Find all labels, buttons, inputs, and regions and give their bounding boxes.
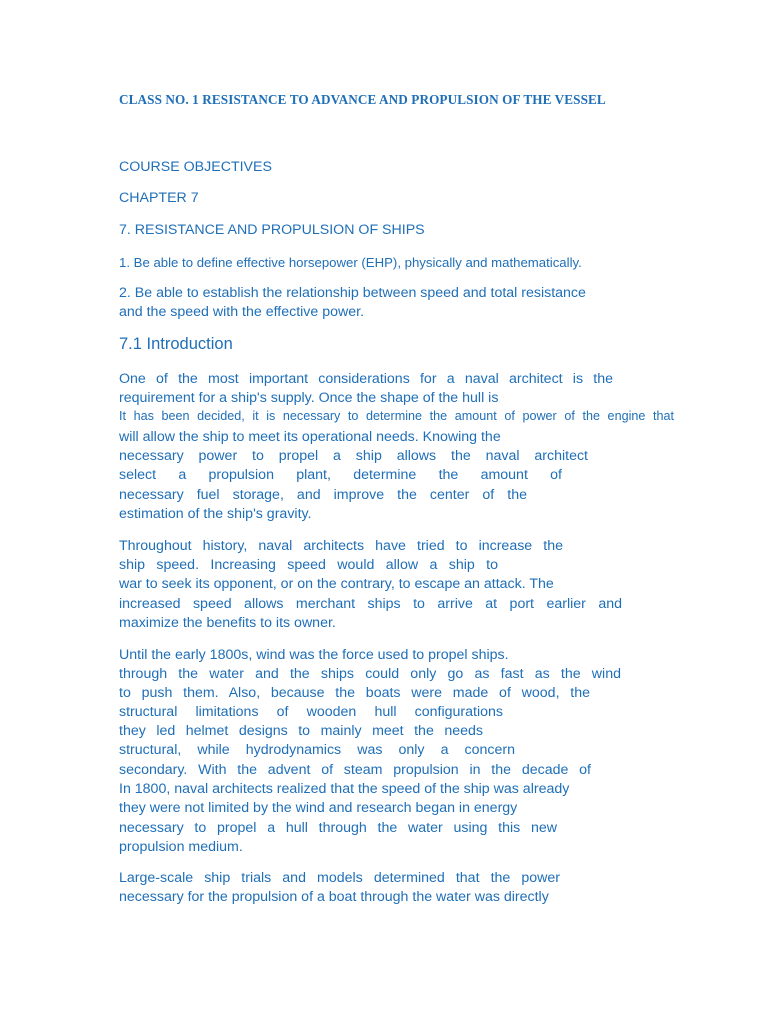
paragraph-2-line: Throughout history, naval architects have tried to increase the [119, 538, 563, 554]
paragraph-3-line: structural, while hydrodynamics was only a concern [119, 742, 515, 758]
paragraph-3-line: through the water and the ships could only go as fast as the wind [119, 666, 621, 682]
objective-1: 1. Be able to define effective horsepower (EHP), physically and mathematically. [119, 255, 582, 270]
chapter-label: CHAPTER 7 [119, 190, 199, 206]
course-objectives-label: COURSE OBJECTIVES [119, 159, 272, 175]
paragraph-4-line: necessary for the propulsion of a boat through the water was directly [119, 889, 549, 905]
paragraph-2-line: ship speed. Increasing speed would allow a ship to [119, 557, 498, 573]
objective-2-line: and the speed with the effective power. [119, 304, 365, 320]
section-heading: 7. RESISTANCE AND PROPULSION OF SHIPS [119, 222, 425, 238]
paragraph-2-line: war to seek its opponent, or on the contrary, to escape an attack. The [119, 576, 554, 592]
document-title: CLASS NO. 1 RESISTANCE TO ADVANCE AND PROPULSION OF THE VESSEL [119, 92, 606, 107]
paragraph-1-line: One of the most important considerations for a naval architect is the [119, 371, 613, 387]
objective-2-line: 2. Be able to establish the relationship between speed and total resistance [119, 285, 586, 301]
paragraph-3-line: structural limitations of wooden hull configurations [119, 704, 503, 720]
paragraph-3-line: to push them. Also, because the boats were made of wood, the [119, 685, 590, 701]
paragraph-3-line: they led helmet designs to mainly meet the needs [119, 723, 483, 739]
paragraph-3-line: they were not limited by the wind and research began in energy [119, 800, 518, 816]
paragraph-1-line: will allow the ship to meet its operational needs. Knowing the [119, 429, 501, 445]
paragraph-3-line: propulsion medium. [119, 839, 243, 855]
paragraph-1-line: necessary fuel storage, and improve the center of the [119, 487, 527, 503]
paragraph-1-line: It has been decided, it is necessary to determine the amount of power of the engine that [119, 409, 674, 423]
paragraph-3-line: necessary to propel a hull through the water using this new [119, 820, 557, 836]
intro-heading: 7.1 Introduction [119, 335, 233, 353]
paragraph-1-line: necessary power to propel a ship allows the naval architect [119, 448, 588, 464]
paragraph-1-line: requirement for a ship's supply. Once the shape of the hull is [119, 390, 499, 406]
paragraph-1-line: estimation of the ship's gravity. [119, 506, 312, 522]
paragraph-3-line: Until the early 1800s, wind was the force used to propel ships. [119, 647, 509, 663]
paragraph-2-line: maximize the benefits to its owner. [119, 615, 336, 631]
paragraph-4-line: Large-scale ship trials and models determined that the power [119, 870, 560, 886]
paragraph-3-line: secondary. With the advent of steam propulsion in the decade of [119, 762, 591, 778]
paragraph-3-line: In 1800, naval architects realized that the speed of the ship was already [119, 781, 570, 797]
paragraph-1-line: select a propulsion plant, determine the amount of [119, 467, 562, 483]
paragraph-2-line: increased speed allows merchant ships to arrive at port earlier and [119, 596, 622, 612]
